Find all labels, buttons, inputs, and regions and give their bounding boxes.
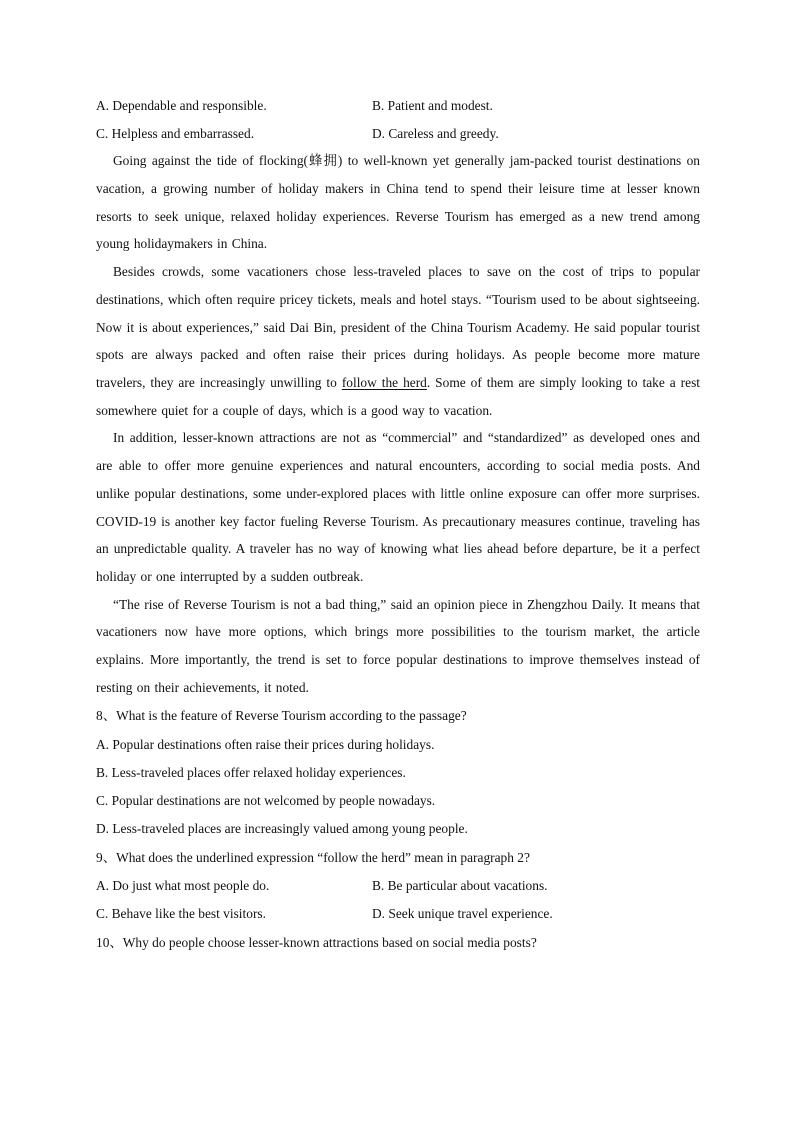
passage-paragraph-1: Going against the tide of flocking(蜂拥) to well-known yet generally jam-packed tourist destinations on vacation, a growing number of holiday makers in China tend to spend their leisure time at lesser known resorts to seek unique, relaxed holiday experiences. Reverse Tourism has emerged as a new trend among young holidaymakers in China. — [96, 153, 700, 252]
q9-option-b: B. Be particular about vacations. — [372, 878, 548, 894]
q7-option-c: C. Helpless and embarrassed. — [96, 125, 255, 141]
q9-option-c: C. Behave like the best visitors. — [96, 906, 266, 922]
q8-stem: 8、What is the feature of Reverse Tourism according to the passage? — [96, 708, 467, 724]
q9-options-row-2 — [96, 900, 700, 928]
q7-option-b: B. Patient and modest. — [372, 98, 493, 113]
q9-options-row-1 — [96, 872, 700, 900]
passage — [96, 147, 700, 701]
q7-options-row-2 — [96, 120, 700, 148]
q10-stem: 10、Why do people choose lesser-known attractions based on social media posts? — [96, 934, 537, 950]
q9-option-d: D. Seek unique travel experience. — [372, 906, 553, 922]
paragraph-2-text-before: Besides crowds, some vacationers chose less-traveled places to save on the cost of trips to popular destinations, which often require pricey tickets, meals and hotel stays. “Tourism used to be about sightseeing. Now it is about experiences,” said Dai Bin, president of the China Tourism Academy. He said popular tourist spots are always packed and often raise their prices during holidays. As people become more mature travelers, they are increasingly unwilling to — [96, 264, 700, 390]
q8-option-d: D. Less-traveled places are increasingly valued among young people. — [96, 820, 468, 836]
q8-option-a: A. Popular destinations often raise their prices during holidays. — [96, 736, 435, 752]
q9-stem: 9、What does the underlined expression “follow the herd” mean in paragraph 2? — [96, 849, 530, 865]
passage-paragraph-4: “The rise of Reverse Tourism is not a bad thing,” said an opinion piece in Zhengzhou Daily. It means that vacationers now have more options, which brings more possibilities to the tourism market, the article explains. More importantly, the trend is set to force popular destinations to improve themselves instead of resting on their achievements, it noted. — [96, 596, 700, 695]
q8-option-c: C. Popular destinations are not welcomed by people nowadays. — [96, 792, 436, 808]
underlined-expression: follow the herd — [341, 375, 427, 390]
passage-paragraph-3: In addition, lesser-known attractions are not as “commercial” and “standardized” as developed ones and are able to offer more genuine experiences and natural encounters, according to social media posts. And unlike popular destinations, some under-explored places with little online exposure can offer more surprises. COVID-19 is another key factor fueling Reverse Tourism. As precautionary measures continue, traveling has an unpredictable quality. A traveler has no way of knowing what lies ahead before departure, be it a perfect holiday or one interrupted by a sudden outbreak. — [96, 430, 700, 584]
q9-option-a: A. Do just what most people do. — [96, 878, 270, 894]
exam-page — [96, 92, 700, 957]
q7-option-d: D. Careless and greedy. — [372, 125, 499, 141]
paragraph-2-text-after: . Some of them are simply looking to take a rest somewhere quiet for a couple of days, which is a good way to vacation. — [96, 375, 701, 418]
q7-options-row-1 — [96, 92, 700, 120]
passage-paragraph-2 — [96, 258, 700, 424]
q7-option-a: A. Dependable and responsible. — [96, 98, 267, 113]
q8-option-b: B. Less-traveled places offer relaxed holiday experiences. — [96, 764, 406, 780]
